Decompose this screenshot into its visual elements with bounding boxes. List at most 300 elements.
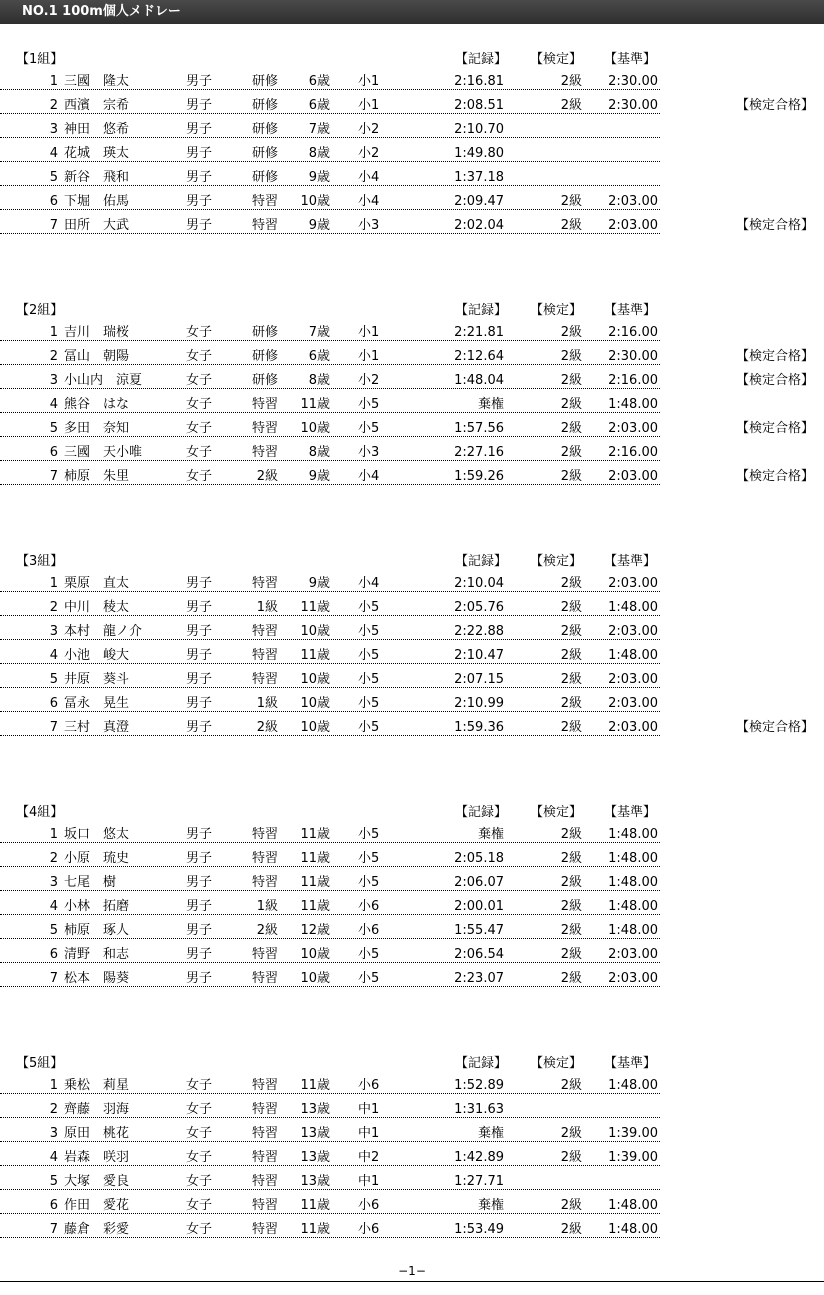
swimmer-name: 三村 真澄 — [64, 720, 130, 735]
row-divider — [0, 663, 660, 664]
record-time: 2:10.47 — [454, 648, 504, 663]
table-row — [0, 1146, 824, 1170]
entry-number: 7 — [49, 720, 58, 735]
swimmer-grade: 小6 — [358, 1222, 380, 1237]
record-time: 2:05.76 — [454, 600, 504, 615]
table-row — [0, 1098, 824, 1122]
swimmer-grade: 小6 — [358, 923, 380, 938]
kentei-header: 【検定】 — [530, 805, 583, 820]
record-time: 2:08.51 — [454, 98, 504, 113]
record-time: 1:55.47 — [454, 923, 504, 938]
row-divider — [0, 1213, 660, 1214]
entry-number: 2 — [49, 98, 58, 113]
swimmer-grade: 小5 — [358, 696, 380, 711]
swimmer-age: 11歳 — [300, 899, 330, 914]
kijun-time: 1:48.00 — [608, 875, 658, 890]
heat-group — [0, 302, 824, 542]
row-divider — [0, 986, 660, 987]
swimmer-class: 特習 — [251, 875, 278, 890]
swimmer-name: 中川 稜太 — [64, 600, 130, 615]
kijun-time: 1:48.00 — [608, 923, 658, 938]
heat-group — [0, 553, 824, 793]
swimmer-class: 研修 — [251, 98, 278, 113]
kentei-level: 2級 — [560, 194, 582, 209]
entry-number: 6 — [49, 445, 58, 460]
kijun-time: 1:48.00 — [608, 1222, 658, 1237]
kentei-level: 2級 — [560, 720, 582, 735]
entry-number: 3 — [49, 373, 58, 388]
table-row — [0, 847, 824, 871]
swimmer-name: 三國 隆太 — [64, 74, 130, 89]
swimmer-grade: 小5 — [358, 648, 380, 663]
swimmer-name: 冨山 朝陽 — [64, 349, 130, 364]
swimmer-grade: 小4 — [358, 194, 380, 209]
entry-number: 4 — [49, 899, 58, 914]
kijun-time: 2:03.00 — [608, 947, 658, 962]
record-header: 【記録】 — [455, 303, 508, 318]
swimmer-grade: 小5 — [358, 720, 380, 735]
kijun-time: 1:48.00 — [608, 899, 658, 914]
swimmer-name: 松本 陽葵 — [64, 971, 130, 986]
swimmer-name: 七尾 樹 — [64, 875, 117, 890]
swimmer-class: 特習 — [251, 624, 278, 639]
swimmer-class: 1級 — [256, 899, 278, 914]
row-divider — [0, 185, 660, 186]
swimmer-sex: 男子 — [186, 875, 213, 890]
swimmer-age: 10歳 — [300, 672, 330, 687]
swimmer-grade: 小1 — [358, 325, 380, 340]
swimmer-class: 特習 — [251, 397, 278, 412]
table-row — [0, 1194, 824, 1218]
kijun-time: 1:48.00 — [608, 600, 658, 615]
table-row — [0, 465, 824, 489]
row-divider — [0, 209, 660, 210]
record-time: 2:00.01 — [454, 899, 504, 914]
table-row — [0, 369, 824, 393]
kijun-time: 1:48.00 — [608, 397, 658, 412]
swimmer-grade: 小4 — [358, 576, 380, 591]
swimmer-age: 8歳 — [308, 445, 330, 460]
kentei-level: 2級 — [560, 672, 582, 687]
swimmer-name: 小林 拓磨 — [64, 899, 130, 914]
pass-badge: 【検定合格】 — [736, 98, 815, 113]
swimmer-sex: 女子 — [186, 1174, 213, 1189]
swimmer-age: 11歳 — [300, 1222, 330, 1237]
table-row — [0, 644, 824, 668]
entry-number: 4 — [49, 648, 58, 663]
swimmer-class: 特習 — [251, 445, 278, 460]
swimmer-name: 本村 龍ノ介 — [64, 624, 143, 639]
swimmer-grade: 小1 — [358, 98, 380, 113]
record-time: 棄権 — [477, 827, 504, 842]
swimmer-sex: 男子 — [186, 720, 213, 735]
swimmer-grade: 小2 — [358, 122, 380, 137]
row-divider — [0, 1093, 660, 1094]
swimmer-age: 10歳 — [300, 421, 330, 436]
entry-number: 6 — [49, 194, 58, 209]
swimmer-grade: 中2 — [358, 1150, 380, 1165]
swimmer-age: 7歳 — [308, 325, 330, 340]
swimmer-sex: 男子 — [186, 600, 213, 615]
page-number: −1− — [398, 1264, 426, 1278]
swimmer-name: 藤倉 彩愛 — [64, 1222, 130, 1237]
swimmer-sex: 男子 — [186, 696, 213, 711]
swimmer-name: 吉川 瑞桜 — [64, 325, 130, 340]
swimmer-class: 特習 — [251, 1174, 278, 1189]
swimmer-age: 9歳 — [308, 170, 330, 185]
record-time: 1:31.63 — [454, 1102, 504, 1117]
record-time: 1:59.26 — [454, 469, 504, 484]
swimmer-grade: 小3 — [358, 218, 380, 233]
swimmer-name: 岩森 咲羽 — [64, 1150, 130, 1165]
swimmer-grade: 中1 — [358, 1126, 380, 1141]
swimmer-grade: 中1 — [358, 1102, 380, 1117]
swimmer-grade: 小2 — [358, 146, 380, 161]
row-divider — [0, 137, 660, 138]
swimmer-age: 11歳 — [300, 397, 330, 412]
table-row — [0, 142, 824, 166]
table-row — [0, 1122, 824, 1146]
record-time: 棄権 — [477, 1198, 504, 1213]
kentei-level: 2級 — [560, 971, 582, 986]
entry-number: 1 — [49, 325, 58, 340]
swimmer-age: 11歳 — [300, 1078, 330, 1093]
kentei-level: 2級 — [560, 600, 582, 615]
entry-number: 1 — [49, 827, 58, 842]
pass-badge: 【検定合格】 — [736, 421, 815, 436]
row-divider — [0, 866, 660, 867]
record-time: 2:10.04 — [454, 576, 504, 591]
row-divider — [0, 161, 660, 162]
row-divider — [0, 591, 660, 592]
swimmer-age: 12歳 — [300, 923, 330, 938]
kentei-level: 2級 — [560, 445, 582, 460]
swimmer-name: 大塚 愛良 — [64, 1174, 130, 1189]
pass-badge: 【検定合格】 — [736, 349, 815, 364]
swimmer-class: 1級 — [256, 600, 278, 615]
swimmer-age: 11歳 — [300, 827, 330, 842]
swimmer-sex: 女子 — [186, 1126, 213, 1141]
table-row — [0, 716, 824, 740]
swimmer-age: 11歳 — [300, 875, 330, 890]
entry-number: 6 — [49, 696, 58, 711]
swimmer-class: 研修 — [251, 74, 278, 89]
swimmer-sex: 女子 — [186, 1078, 213, 1093]
swimmer-class: 特習 — [251, 971, 278, 986]
swimmer-sex: 男子 — [186, 98, 213, 113]
swimmer-age: 6歳 — [308, 98, 330, 113]
swimmer-class: 特習 — [251, 1126, 278, 1141]
swimmer-name: 原田 桃花 — [64, 1126, 130, 1141]
kijun-time: 1:48.00 — [608, 1078, 658, 1093]
entry-number: 3 — [49, 1126, 58, 1141]
record-time: 2:05.18 — [454, 851, 504, 866]
record-time: 1:37.18 — [454, 170, 504, 185]
swimmer-sex: 女子 — [186, 1102, 213, 1117]
swimmer-grade: 小5 — [358, 851, 380, 866]
swimmer-name: 坂口 悠太 — [64, 827, 130, 842]
kijun-time: 2:30.00 — [608, 98, 658, 113]
swimmer-sex: 女子 — [186, 397, 213, 412]
row-divider — [0, 890, 660, 891]
kentei-level: 2級 — [560, 349, 582, 364]
swimmer-sex: 男子 — [186, 624, 213, 639]
kijun-time: 1:48.00 — [608, 1198, 658, 1213]
kentei-level: 2級 — [560, 1222, 582, 1237]
swimmer-grade: 小1 — [358, 74, 380, 89]
kentei-level: 2級 — [560, 648, 582, 663]
table-row — [0, 668, 824, 692]
kentei-level: 2級 — [560, 875, 582, 890]
swimmer-name: 栗原 直太 — [64, 576, 130, 591]
kijun-time: 1:39.00 — [608, 1126, 658, 1141]
swimmer-age: 13歳 — [300, 1174, 330, 1189]
record-header: 【記録】 — [455, 805, 508, 820]
row-divider — [0, 711, 660, 712]
record-time: 2:27.16 — [454, 445, 504, 460]
kentei-level: 2級 — [560, 98, 582, 113]
heat-label: 【3組】 — [16, 554, 64, 569]
heat-group — [0, 51, 824, 291]
swimmer-age: 10歳 — [300, 696, 330, 711]
record-time: 2:10.99 — [454, 696, 504, 711]
record-time: 2:02.04 — [454, 218, 504, 233]
entry-number: 5 — [49, 170, 58, 185]
kentei-header: 【検定】 — [530, 303, 583, 318]
kentei-level: 2級 — [560, 923, 582, 938]
title-bar — [0, 0, 824, 24]
heat-label: 【1組】 — [16, 52, 64, 67]
swimmer-class: 研修 — [251, 170, 278, 185]
row-divider — [0, 639, 660, 640]
kijun-time: 2:03.00 — [608, 696, 658, 711]
swimmer-age: 13歳 — [300, 1102, 330, 1117]
swimmer-age: 13歳 — [300, 1150, 330, 1165]
swimmer-class: 特習 — [251, 648, 278, 663]
kentei-level: 2級 — [560, 74, 582, 89]
row-divider — [0, 1237, 660, 1238]
row-divider — [0, 962, 660, 963]
row-divider — [0, 1141, 660, 1142]
swimmer-grade: 中1 — [358, 1174, 380, 1189]
swimmer-age: 9歳 — [308, 576, 330, 591]
row-divider — [0, 364, 660, 365]
table-row — [0, 214, 824, 238]
table-row — [0, 620, 824, 644]
swimmer-grade: 小1 — [358, 349, 380, 364]
table-row — [0, 943, 824, 967]
swimmer-grade: 小6 — [358, 899, 380, 914]
kentei-level: 2級 — [560, 373, 582, 388]
kijun-time: 2:16.00 — [608, 373, 658, 388]
kijun-time: 2:03.00 — [608, 576, 658, 591]
swimmer-age: 10歳 — [300, 947, 330, 962]
swimmer-grade: 小5 — [358, 624, 380, 639]
record-time: 1:48.04 — [454, 373, 504, 388]
swimmer-sex: 女子 — [186, 349, 213, 364]
swimmer-grade: 小4 — [358, 469, 380, 484]
table-row — [0, 1218, 824, 1242]
kentei-level: 2級 — [560, 1078, 582, 1093]
record-time: 2:23.07 — [454, 971, 504, 986]
table-row — [0, 895, 824, 919]
swimmer-age: 11歳 — [300, 851, 330, 866]
entry-number: 7 — [49, 218, 58, 233]
row-divider — [0, 938, 660, 939]
record-time: 2:06.07 — [454, 875, 504, 890]
swimmer-class: 特習 — [251, 421, 278, 436]
row-divider — [0, 914, 660, 915]
swimmer-grade: 小3 — [358, 445, 380, 460]
swimmer-grade: 小5 — [358, 875, 380, 890]
swimmer-name: 小山内 涼夏 — [64, 373, 143, 388]
kijun-time: 2:03.00 — [608, 194, 658, 209]
footer-divider — [0, 1281, 824, 1282]
swimmer-age: 6歳 — [308, 349, 330, 364]
kijun-header: 【基準】 — [604, 805, 657, 820]
swimmer-sex: 男子 — [186, 851, 213, 866]
swimmer-sex: 男子 — [186, 672, 213, 687]
heat-group — [0, 804, 824, 1044]
swimmer-name: 多田 奈知 — [64, 421, 130, 436]
swimmer-sex: 男子 — [186, 218, 213, 233]
record-header: 【記録】 — [455, 554, 508, 569]
kentei-level: 2級 — [560, 1198, 582, 1213]
kijun-time: 2:03.00 — [608, 218, 658, 233]
swimmer-grade: 小5 — [358, 397, 380, 412]
entry-number: 7 — [49, 1222, 58, 1237]
row-divider — [0, 615, 660, 616]
swimmer-grade: 小5 — [358, 600, 380, 615]
swimmer-sex: 男子 — [186, 971, 213, 986]
swimmer-age: 9歳 — [308, 218, 330, 233]
swimmer-name: 神田 悠希 — [64, 122, 130, 137]
swimmer-age: 7歳 — [308, 122, 330, 137]
row-divider — [0, 436, 660, 437]
kentei-header: 【検定】 — [530, 52, 583, 67]
swimmer-class: 特習 — [251, 672, 278, 687]
swimmer-sex: 男子 — [186, 194, 213, 209]
entry-number: 4 — [49, 146, 58, 161]
kentei-level: 2級 — [560, 218, 582, 233]
swimmer-class: 研修 — [251, 325, 278, 340]
swimmer-class: 研修 — [251, 146, 278, 161]
kentei-level: 2級 — [560, 469, 582, 484]
swimmer-sex: 女子 — [186, 373, 213, 388]
swimmer-grade: 小5 — [358, 672, 380, 687]
table-row — [0, 441, 824, 465]
swimmer-sex: 男子 — [186, 576, 213, 591]
record-time: 2:07.15 — [454, 672, 504, 687]
swimmer-class: 特習 — [251, 194, 278, 209]
swimmer-age: 10歳 — [300, 624, 330, 639]
swimmer-class: 特習 — [251, 1102, 278, 1117]
row-divider — [0, 484, 660, 485]
entry-number: 3 — [49, 624, 58, 639]
pass-badge: 【検定合格】 — [736, 469, 815, 484]
table-row — [0, 871, 824, 895]
entry-number: 7 — [49, 469, 58, 484]
kentei-level: 2級 — [560, 947, 582, 962]
table-row — [0, 967, 824, 991]
kijun-time: 2:03.00 — [608, 672, 658, 687]
swimmer-name: 井原 葵斗 — [64, 672, 130, 687]
record-time: 1:57.56 — [454, 421, 504, 436]
entry-number: 5 — [49, 1174, 58, 1189]
swimmer-class: 特習 — [251, 947, 278, 962]
entry-number: 2 — [49, 851, 58, 866]
entry-number: 1 — [49, 1078, 58, 1093]
kijun-time: 2:16.00 — [608, 325, 658, 340]
swimmer-grade: 小6 — [358, 1078, 380, 1093]
row-divider — [0, 340, 660, 341]
kentei-level: 2級 — [560, 397, 582, 412]
kijun-time: 2:03.00 — [608, 720, 658, 735]
kijun-time: 1:48.00 — [608, 648, 658, 663]
entry-number: 6 — [49, 947, 58, 962]
record-header: 【記録】 — [455, 1056, 508, 1071]
table-row — [0, 70, 824, 94]
record-time: 1:27.71 — [454, 1174, 504, 1189]
pass-badge: 【検定合格】 — [736, 720, 815, 735]
swimmer-class: 研修 — [251, 373, 278, 388]
swimmer-name: 小池 峻大 — [64, 648, 130, 663]
row-divider — [0, 113, 660, 114]
swimmer-class: 特習 — [251, 576, 278, 591]
entry-number: 2 — [49, 600, 58, 615]
swimmer-name: 下堀 佑馬 — [64, 194, 130, 209]
swimmer-age: 8歳 — [308, 373, 330, 388]
kijun-header: 【基準】 — [604, 52, 657, 67]
swimmer-name: 西濱 宗希 — [64, 98, 130, 113]
heat-label: 【5組】 — [16, 1056, 64, 1071]
swimmer-class: 特習 — [251, 1222, 278, 1237]
swimmer-sex: 女子 — [186, 1222, 213, 1237]
page-title: NO.1 100m個人メドレー — [22, 4, 181, 19]
row-divider — [0, 460, 660, 461]
record-time: 2:16.81 — [454, 74, 504, 89]
swimmer-grade: 小5 — [358, 827, 380, 842]
record-time: 2:09.47 — [454, 194, 504, 209]
pass-badge: 【検定合格】 — [736, 373, 815, 388]
swimmer-sex: 女子 — [186, 325, 213, 340]
swimmer-grade: 小6 — [358, 1198, 380, 1213]
kijun-header: 【基準】 — [604, 554, 657, 569]
kijun-time: 1:39.00 — [608, 1150, 658, 1165]
table-row — [0, 572, 824, 596]
record-time: 棄権 — [477, 397, 504, 412]
table-row — [0, 321, 824, 345]
swimmer-class: 研修 — [251, 349, 278, 364]
row-divider — [0, 1165, 660, 1166]
pass-badge: 【検定合格】 — [736, 218, 815, 233]
swimmer-sex: 男子 — [186, 923, 213, 938]
swimmer-grade: 小5 — [358, 421, 380, 436]
swimmer-sex: 男子 — [186, 648, 213, 663]
record-time: 2:12.64 — [454, 349, 504, 364]
swimmer-name: 柿原 朱里 — [64, 469, 130, 484]
kentei-level: 2級 — [560, 696, 582, 711]
swimmer-class: 研修 — [251, 122, 278, 137]
swimmer-age: 10歳 — [300, 194, 330, 209]
entry-number: 6 — [49, 1198, 58, 1213]
record-header: 【記録】 — [455, 52, 508, 67]
heat-label: 【4組】 — [16, 805, 64, 820]
swimmer-name: 冨永 晃生 — [64, 696, 130, 711]
record-time: 2:10.70 — [454, 122, 504, 137]
swimmer-name: 齊藤 羽海 — [64, 1102, 130, 1117]
kijun-time: 2:03.00 — [608, 469, 658, 484]
